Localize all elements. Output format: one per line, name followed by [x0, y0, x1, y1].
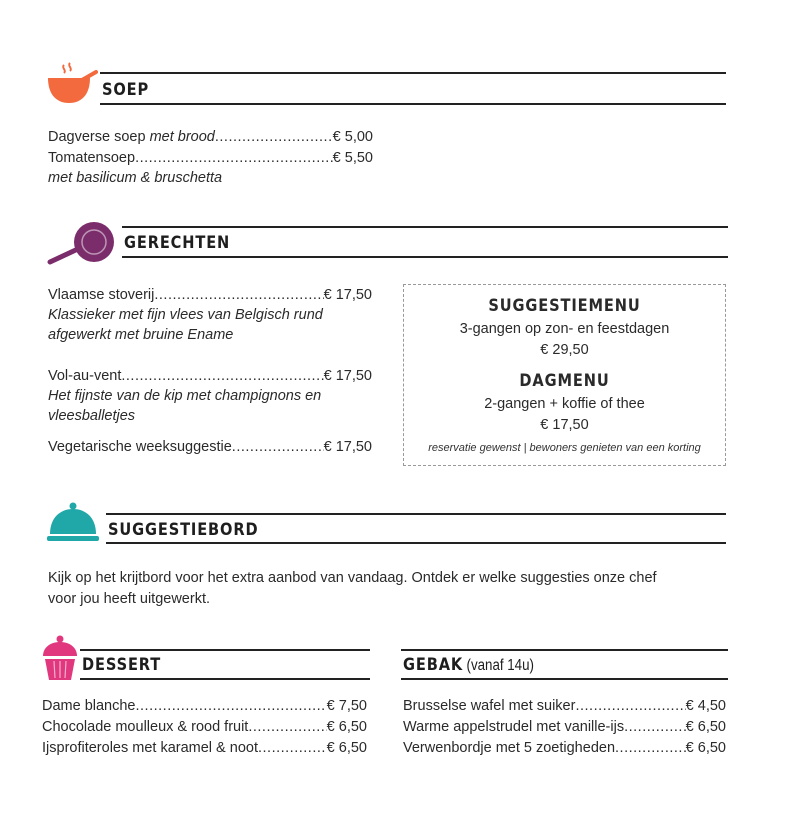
menu-item	[42, 696, 367, 716]
item-description: met basilicum & bruschetta	[48, 170, 223, 186]
suggestiebord-rule-top	[106, 513, 726, 515]
gebak-title-text: GEBAK	[403, 655, 464, 675]
dagmenu-text: 2-gangen + koffie of thee	[484, 396, 645, 412]
soep-rule-top	[100, 72, 726, 74]
frying-pan-icon	[46, 218, 116, 268]
soep-rule-bottom	[100, 103, 726, 105]
cupcake-icon	[40, 634, 80, 682]
item-price: € 17,50	[323, 368, 372, 384]
gebak-subtitle: (vanaf 14u)	[466, 657, 534, 674]
item-name: Dagverse soep	[48, 129, 146, 145]
suggestiebord-rule-bottom	[106, 542, 726, 544]
dessert-title: DESSERT	[82, 655, 162, 675]
item-name: Chocolade moulleux & rood fruit	[42, 719, 249, 735]
item-name: Ijsprofiteroles met karamel & noot	[42, 740, 258, 756]
item-price: € 7,50	[326, 698, 367, 714]
gerechten-rule-top	[122, 226, 728, 228]
suggestiebord-text	[48, 568, 738, 610]
menu-note: reservatie gewenst | bewoners genieten van een korting	[428, 442, 701, 454]
dagmenu-price: € 17,50	[540, 417, 589, 433]
item-price: € 17,50	[323, 439, 372, 455]
suggestiebord-title: SUGGESTIEBORD	[108, 520, 259, 540]
item-description: vleesballetjes	[48, 408, 136, 424]
item-price: € 17,50	[323, 287, 372, 303]
item-price: € 5,00	[332, 129, 373, 145]
dessert-rule-top	[80, 649, 370, 651]
menu-item	[48, 285, 372, 305]
item-name: Dame blanche	[42, 698, 136, 714]
item-name: Vegetarische weeksuggestie	[48, 439, 232, 455]
item-name: Tomatensoep	[48, 150, 136, 166]
menu-item	[42, 738, 367, 758]
suggestiemenu-title: SUGGESTIEMENU	[488, 296, 641, 316]
suggestiebord-text-line: voor jou heeft uitgewerkt.	[48, 591, 211, 607]
item-name: Brusselse wafel met suiker	[403, 698, 576, 714]
soep-title: SOEP	[102, 80, 150, 100]
item-description: Klassieker met fijn vlees van Belgisch rund	[48, 307, 323, 323]
gebak-rule-bottom	[401, 678, 728, 680]
menu-item	[48, 366, 372, 386]
item-name: Verwenbordje met 5 zoetigheden	[403, 740, 616, 756]
item-price: € 6,50	[685, 719, 726, 735]
item-price: € 6,50	[326, 719, 367, 735]
dessert-rule-bottom	[80, 678, 370, 680]
item-price: € 6,50	[326, 740, 367, 756]
dagmenu-title: DAGMENU	[519, 371, 610, 391]
suggestiebord-text-line: Kijk op het krijtbord voor het extra aanbod van vandaag. Ontdek er welke suggesties onze chef	[48, 570, 657, 586]
item-name-extra: met brood	[149, 129, 215, 145]
item-description: afgewerkt met bruine Ename	[48, 327, 234, 343]
menu-item	[403, 696, 726, 716]
suggestiemenu-text: 3-gangen op zon- en feestdagen	[459, 321, 670, 337]
menu-item	[403, 738, 726, 758]
menu-item	[48, 148, 373, 168]
gebak-title	[403, 655, 534, 676]
item-name: Vlaamse stoverij	[48, 287, 155, 303]
suggestiemenu-price: € 29,50	[540, 342, 589, 358]
item-description: Het fijnste van de kip met champignons en	[48, 388, 322, 404]
item-name: Vol-au-vent	[48, 368, 122, 384]
item-name: Warme appelstrudel met vanille-ijs	[403, 719, 625, 735]
soup-pot-icon	[46, 62, 98, 106]
menu-box	[403, 284, 726, 466]
cloche-icon	[46, 500, 100, 544]
item-price: € 4,50	[685, 698, 726, 714]
menu-item	[403, 717, 726, 737]
item-price: € 5,50	[332, 150, 373, 166]
menu-item	[48, 437, 372, 457]
gerechten-title: GERECHTEN	[124, 233, 231, 253]
menu-item	[42, 717, 367, 737]
menu-item	[48, 127, 373, 147]
gerechten-rule-bottom	[122, 256, 728, 258]
gebak-rule-top	[401, 649, 728, 651]
item-price: € 6,50	[685, 740, 726, 756]
